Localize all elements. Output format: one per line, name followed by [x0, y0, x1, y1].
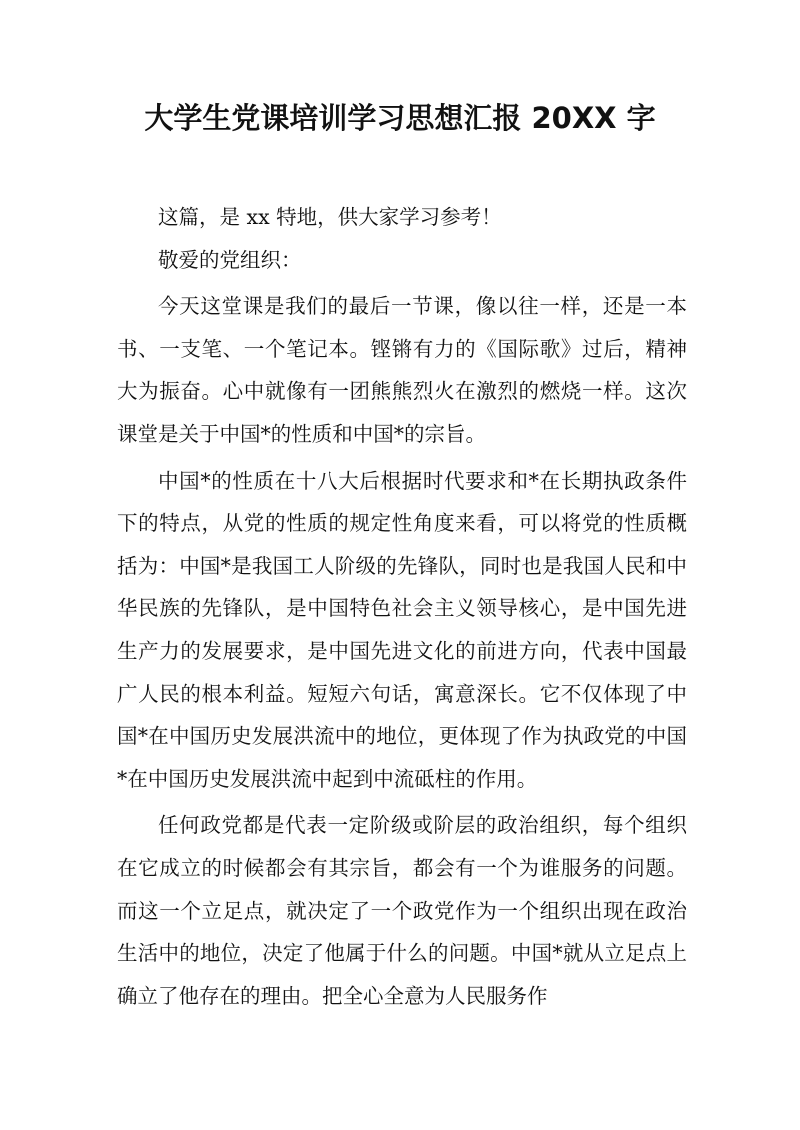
- paragraph-body-3: 任何政党都是代表一定阶级或阶层的政治组织，每个组织在它成立的时候都会有其宗旨，都会有一个为谁服务的问题。而这一个立足点，就决定了一个政党作为一个组织出现在政治生活中的地位，决定了他属于什么的问题。中国*就从立足点上确立了他存在的理由。把全心全意为人民服务作: [117, 813, 687, 1008]
- paragraph-body-1: 今天这堂课是我们的最后一节课，像以往一样，还是一本书、一支笔、一个笔记本。铿锵有力的《国际歌》过后，精神大为振奋。心中就像有一团熊熊烈火在激烈的燃烧一样。这次课堂是关于中国*的性质和中国*的宗旨。: [117, 294, 687, 446]
- paragraph-salutation: 敬爱的党组织：: [158, 247, 302, 272]
- document-body: [117, 196, 687, 1017]
- paragraph-intro: 这篇，是 xx 特地，供大家学习参考！: [158, 205, 502, 229]
- paragraph-body-2: 中国*的性质在十八大后根据时代要求和*在长期执政条件下的特点，从党的性质的规定性角度来看，可以将党的性质概括为：中国*是我国工人阶级的先锋队，同时也是我国人民和中华民族的先锋队，是中国特色社会主义领导核心，是中国先进生产力的发展要求，是中国先进文化的前进方向，代表中国最广人民的根本利益。短短六句话，寓意深长。它不仅体现了中国*在中国历史发展洪流中的地位，更体现了作为执政党的中国*在中国历史发展洪流中起到中流砥柱的作用。: [117, 468, 687, 791]
- document-title: 大学生党课培训学习思想汇报 20XX 字: [144, 101, 656, 135]
